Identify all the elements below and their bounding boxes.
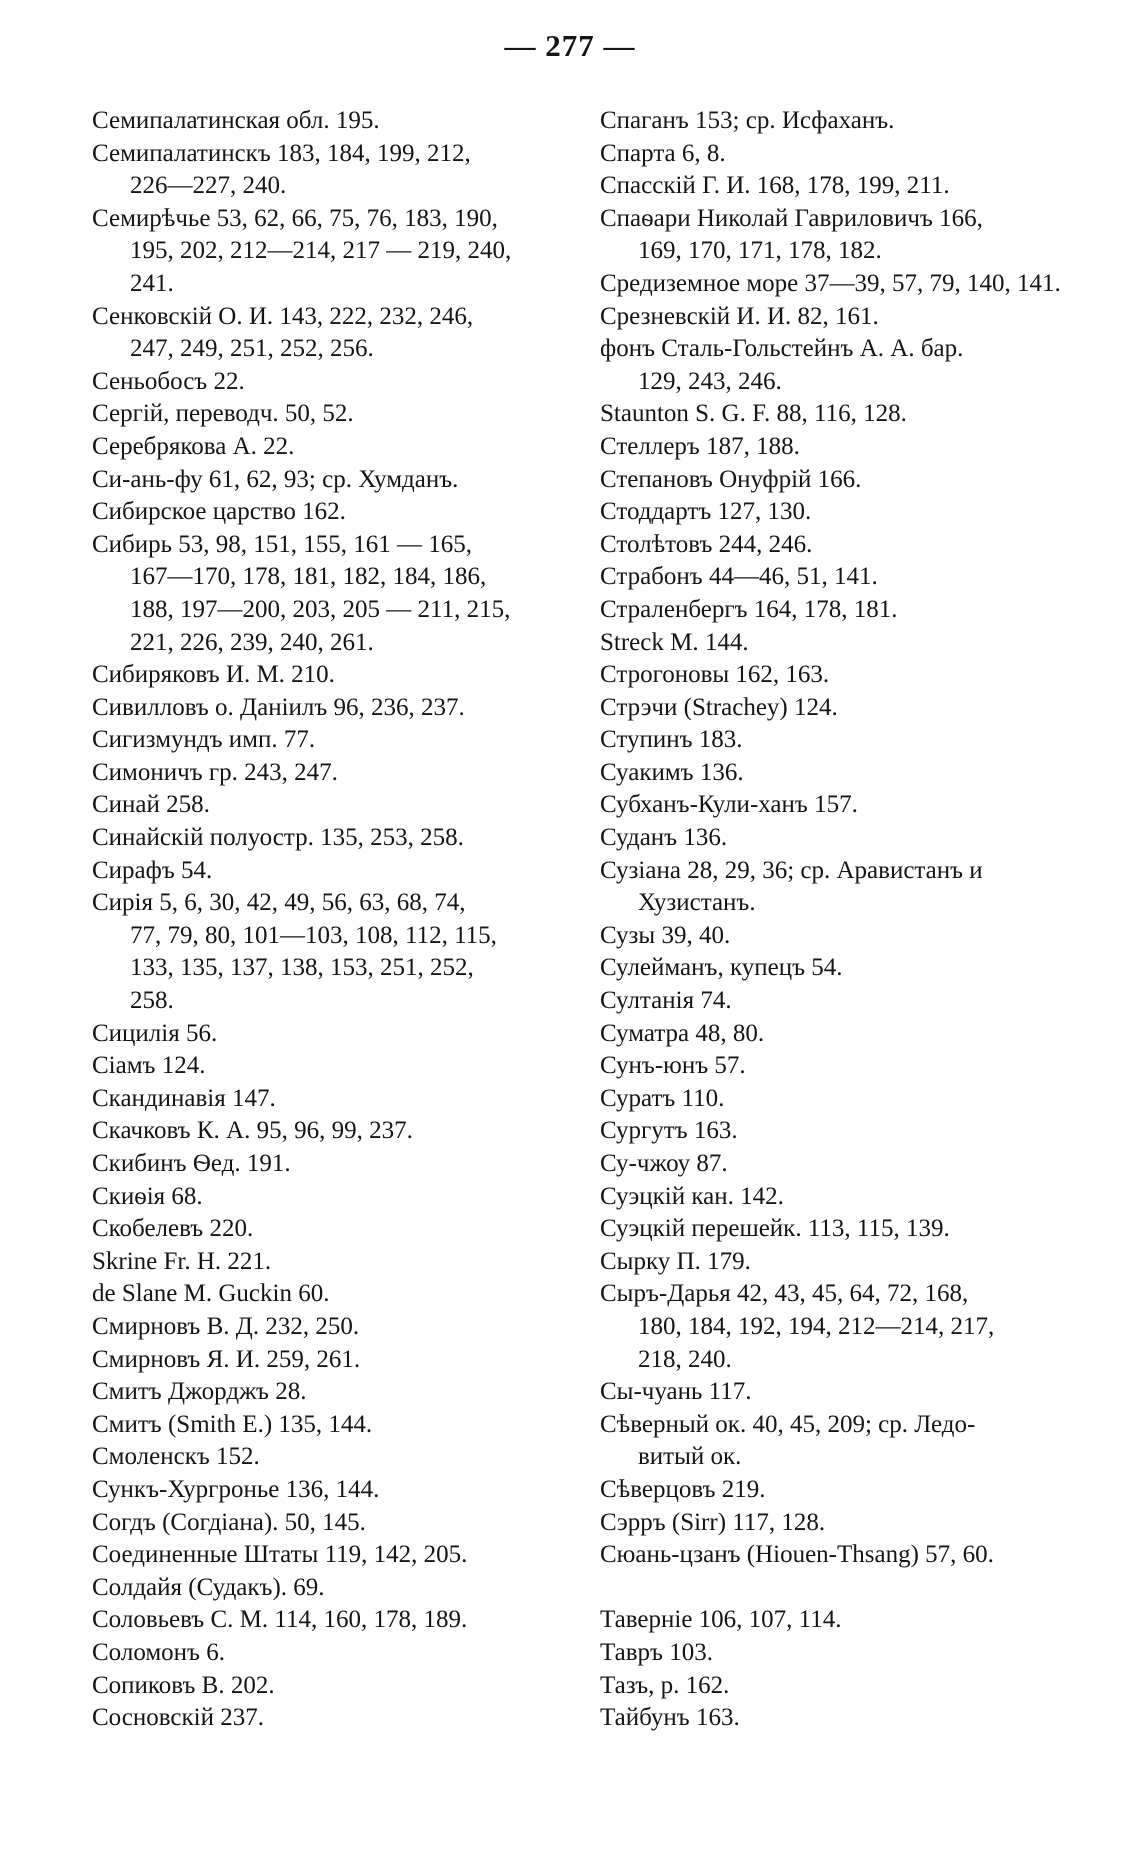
index-entry-line: 77, 79, 80, 101—103, 108, 112, 115,	[130, 921, 497, 949]
index-entry-line: Суэцкій кан. 142.	[600, 1182, 784, 1210]
index-entry-line: Столѣтовъ 244, 246.	[600, 530, 813, 558]
index-entry	[92, 659, 584, 692]
index-entry	[600, 920, 1078, 953]
index-entry-line: Скибинъ Ѳед. 191.	[92, 1150, 291, 1177]
index-entry-line: Спаѳари Николай Гавриловичъ 166,	[600, 204, 983, 232]
index-entry	[92, 105, 584, 138]
index-entry-line: Смирновъ Я. И. 259, 261.	[92, 1345, 361, 1373]
index-entry-line: Страбонъ 44—46, 51, 141.	[600, 563, 878, 591]
index-entry-line: Смитъ (Smith E.) 135, 144.	[92, 1410, 373, 1438]
index-entry	[92, 1702, 584, 1735]
index-entry	[92, 757, 584, 790]
index-entry-line: Си-ань-фу 61, 62, 93; ср. Хумданъ.	[92, 465, 459, 493]
index-entry-line: Хузистанъ.	[638, 889, 756, 917]
index-entry-line: Серебрякова А. 22.	[92, 432, 295, 460]
index-entry	[600, 1083, 1078, 1116]
index-entry-line: de Slane M. Guckin 60.	[92, 1280, 330, 1308]
index-entry-line: 218, 240.	[638, 1345, 732, 1373]
index-entry-line: Сыръ-Дарья 42, 43, 45, 64, 72, 168,	[600, 1280, 969, 1308]
index-entry	[92, 203, 584, 301]
index-column-left	[92, 105, 584, 1735]
index-entry-line: Тайбунъ 163.	[600, 1704, 740, 1732]
index-entry	[600, 1018, 1078, 1051]
index-entry	[600, 398, 1078, 431]
index-entry	[92, 431, 584, 464]
index-entry-line: Сіамъ 124.	[92, 1052, 206, 1080]
index-entry-line: Стеллеръ 187, 188.	[600, 432, 800, 460]
index-entry-line: Семипалатинскъ 183, 184, 199, 212,	[92, 139, 471, 167]
index-entry-line: Соломонъ 6.	[92, 1638, 225, 1666]
index-entry	[600, 724, 1078, 757]
index-entry-line: 258.	[130, 987, 174, 1015]
index-entry	[600, 1670, 1078, 1703]
index-entry	[600, 952, 1078, 985]
index-entry-line: Стрэчи (Strachey) 124.	[600, 693, 838, 721]
index-entry	[92, 1311, 584, 1344]
index-entry-line: Солдайя (Судакъ). 69.	[92, 1573, 325, 1601]
index-entry	[92, 724, 584, 757]
index-entry	[92, 1213, 584, 1246]
index-entry	[92, 692, 584, 725]
index-entry-line: Султанія 74.	[600, 987, 732, 1015]
index-entry	[92, 1474, 584, 1507]
index-entry	[600, 692, 1078, 725]
index-entry-line: Синайскій полуостр. 135, 253, 258.	[92, 824, 464, 852]
index-entry-line: 221, 226, 239, 240, 261.	[130, 628, 374, 656]
index-entry	[92, 1409, 584, 1442]
index-entry-line: Спасскій Г. И. 168, 178, 199, 211.	[600, 172, 950, 200]
index-entry	[600, 1409, 1078, 1474]
index-entry-line: фонъ Сталь-Гольстейнъ А. А. бар.	[600, 335, 964, 363]
index-entry-line: Сузы 39, 40.	[600, 921, 731, 949]
index-entry-line: Скиѳія 68.	[92, 1182, 203, 1210]
index-entry	[600, 268, 1078, 301]
index-entry-line: Суматра 48, 80.	[600, 1019, 765, 1047]
index-entry-line: Сирія 5, 6, 30, 42, 49, 56, 63, 68, 74,	[92, 889, 466, 917]
index-entry	[600, 138, 1078, 171]
index-entry-line: Сэрръ (Sirr) 117, 128.	[600, 1508, 826, 1536]
index-entry-line: Страленбергъ 164, 178, 181.	[600, 595, 898, 623]
index-entry	[600, 855, 1078, 920]
index-entry-line: 241.	[130, 269, 174, 297]
index-entry-line: Сѣверный ок. 40, 45, 209; ср. Ледо-	[600, 1410, 976, 1438]
index-entry-line: Streck M. 144.	[600, 628, 749, 656]
index-entry-line: Ступинъ 183.	[600, 726, 743, 754]
index-entry-line: Сирафъ 54.	[92, 856, 213, 884]
index-entry-line: 188, 197—200, 203, 205 — 211, 215,	[130, 595, 511, 623]
index-entry-line: витый ок.	[638, 1443, 742, 1471]
index-entry-line: Спаганъ 153; ср. Исфаханъ.	[600, 107, 895, 134]
index-entry-line: Суратъ 110.	[600, 1084, 725, 1112]
index-entry-line: Су-чжоу 87.	[600, 1150, 728, 1177]
index-entry	[92, 301, 584, 366]
index-entry	[600, 627, 1078, 660]
index-entry	[92, 1148, 584, 1181]
index-entry-line: Скачковъ К. А. 95, 96, 99, 237.	[92, 1117, 413, 1145]
index-entry-line: Суэцкій перешейк. 113, 115, 139.	[600, 1215, 950, 1243]
index-entry-line: Сы-чуань 117.	[600, 1378, 752, 1406]
index-entry	[92, 1507, 584, 1540]
index-entry	[600, 1246, 1078, 1279]
index-entry-line: Сицилія 56.	[92, 1019, 218, 1047]
index-entry	[600, 985, 1078, 1018]
index-entry-line: Смитъ Джорджъ 28.	[92, 1378, 307, 1406]
index-entry	[92, 138, 584, 203]
index-entry-line: Сюань-цзанъ (Hiouen-Thsang) 57, 60.	[600, 1541, 994, 1569]
index-entry	[600, 1181, 1078, 1214]
index-entry-line: Сеньобосъ 22.	[92, 367, 245, 395]
index-entry-line: Сосновскій 237.	[92, 1704, 264, 1732]
index-entry-line: Тавръ 103.	[600, 1638, 713, 1666]
index-entry	[92, 1115, 584, 1148]
index-entry	[600, 203, 1078, 268]
index-entry	[92, 496, 584, 529]
index-entry	[92, 1670, 584, 1703]
index-entry	[92, 1050, 584, 1083]
index-entry-line: Семирѣчье 53, 62, 66, 75, 76, 183, 190,	[92, 204, 498, 232]
index-entry-line: Синай 258.	[92, 791, 210, 819]
index-entry-line: Согдъ (Согдіана). 50, 145.	[92, 1508, 366, 1536]
index-entry	[92, 1083, 584, 1116]
index-entry-line: Сункъ-Хургронье 136, 144.	[92, 1475, 380, 1503]
index-entry-line: Соловьевъ С. М. 114, 160, 178, 189.	[92, 1606, 468, 1634]
index-entry	[600, 594, 1078, 627]
index-entry	[92, 1441, 584, 1474]
index-entry	[600, 301, 1078, 334]
index-entry	[600, 789, 1078, 822]
index-entry	[600, 822, 1078, 855]
index-entry	[92, 1637, 584, 1670]
index-entry-line: Сигизмундъ имп. 77.	[92, 726, 316, 754]
index-entry-line: Сибирь 53, 98, 151, 155, 161 — 165,	[92, 530, 473, 558]
index-entry	[600, 496, 1078, 529]
index-entry	[600, 170, 1078, 203]
index-entry-line: Сургутъ 163.	[600, 1117, 738, 1145]
index-entry	[92, 398, 584, 431]
index-entry-line: 169, 170, 171, 178, 182.	[638, 237, 882, 265]
index-entry	[600, 561, 1078, 594]
index-entry	[600, 1702, 1078, 1735]
index-entry-line: Семипалатинская обл. 195.	[92, 107, 380, 134]
index-entry-line: Степановъ Онуфрій 166.	[600, 465, 862, 493]
index-entry	[92, 887, 584, 1017]
index-entry	[92, 1376, 584, 1409]
index-entry	[600, 431, 1078, 464]
index-column-right	[600, 105, 1078, 1735]
index-entry-line: Сырку П. 179.	[600, 1247, 751, 1275]
index-entry	[600, 529, 1078, 562]
index-entry-line: Суданъ 136.	[600, 824, 728, 852]
index-entry-line: Суакимъ 136.	[600, 758, 744, 786]
index-entry	[600, 659, 1078, 692]
index-entry	[600, 1507, 1078, 1540]
index-entry-line: Стоддартъ 127, 130.	[600, 498, 812, 526]
index-entry-line: Сѣверцовъ 219.	[600, 1475, 766, 1503]
index-entry-line: Соединенные Штаты 119, 142, 205.	[92, 1541, 468, 1569]
index-entry-line: 133, 135, 137, 138, 153, 251, 252,	[130, 954, 474, 982]
index-entry	[92, 1181, 584, 1214]
index-entry	[92, 855, 584, 888]
index-entry-line: Сибирское царство 162.	[92, 498, 346, 526]
index-entry-line: Сивилловъ о. Даніилъ 96, 236, 237.	[92, 693, 465, 721]
index-entry	[92, 529, 584, 659]
index-entry-line: Субханъ-Кули-ханъ 157.	[600, 791, 858, 819]
index-entry	[92, 822, 584, 855]
index-entry	[92, 1246, 584, 1279]
index-entry-line: Staunton S. G. F. 88, 116, 128.	[600, 400, 907, 428]
index-entry	[600, 1539, 1078, 1572]
index-entry-line: 167—170, 178, 181, 182, 184, 186,	[130, 563, 487, 591]
index-entry-line: Skrine Fr. H. 221.	[92, 1247, 272, 1275]
page-number: — 277 —	[504, 28, 636, 63]
index-entry-line: Сопиковъ В. 202.	[92, 1671, 275, 1699]
index-entry	[600, 1213, 1078, 1246]
index-entry-line: 129, 243, 246.	[638, 367, 782, 395]
index-entry-line: 180, 184, 192, 194, 212—214, 217,	[638, 1312, 995, 1340]
index-entry-line: Симоничъ гр. 243, 247.	[92, 758, 338, 786]
index-entry	[600, 1637, 1078, 1670]
index-entry-line: Сузіана 28, 29, 36; ср. Аравистанъ и	[600, 856, 983, 884]
index-entry	[92, 1018, 584, 1051]
index-entry-line: Сунъ-юнъ 57.	[600, 1052, 746, 1080]
index-entry	[600, 1148, 1078, 1181]
index-entry-line: Срезневскій И. И. 82, 161.	[600, 302, 879, 330]
index-entry-line: Спарта 6, 8.	[600, 139, 726, 167]
index-entry	[92, 1539, 584, 1572]
index-entry-line: Таверніе 106, 107, 114.	[600, 1606, 842, 1634]
index-entry	[600, 757, 1078, 790]
index-entry	[92, 1278, 584, 1311]
index-entry	[600, 333, 1078, 398]
index-entry-line: Смоленскъ 152.	[92, 1443, 260, 1471]
index-entry-line: 247, 249, 251, 252, 256.	[130, 335, 374, 363]
index-entry	[92, 1572, 584, 1605]
index-entry	[600, 464, 1078, 497]
index-entry-line: Тазъ, р. 162.	[600, 1671, 730, 1699]
index-entry	[600, 1278, 1078, 1376]
index-entry	[92, 1344, 584, 1377]
index-entry-line: Скандинавія 147.	[92, 1084, 276, 1112]
index-entry	[92, 464, 584, 497]
index-entry	[600, 1474, 1078, 1507]
index-entry-line: Строгоновы 162, 163.	[600, 661, 830, 689]
index-entry	[600, 1050, 1078, 1083]
index-entry	[92, 789, 584, 822]
index-entry	[600, 1376, 1078, 1409]
index-entry-line: 226—227, 240.	[130, 172, 287, 200]
index-entry-line: 195, 202, 212—214, 217 — 219, 240,	[130, 237, 512, 265]
index-entry	[92, 366, 584, 399]
index-entry-line: Средиземное море 37—39, 57, 79, 140, 141.	[600, 269, 1061, 297]
index-entry-line: Скобелевъ 220.	[92, 1215, 254, 1243]
index-entry	[92, 1604, 584, 1637]
index-entry	[600, 1115, 1078, 1148]
index-entry	[600, 105, 1078, 138]
index-entry-line: Сенковскій О. И. 143, 222, 232, 246,	[92, 302, 474, 330]
index-entry-line: Сулейманъ, купецъ 54.	[600, 954, 843, 982]
index-entry-line: Сергій, переводч. 50, 52.	[92, 400, 354, 428]
index-entry	[600, 1604, 1078, 1637]
index-entry-line: Смирновъ В. Д. 232, 250.	[92, 1312, 360, 1340]
index-entry-line: Сибиряковъ И. М. 210.	[92, 661, 335, 689]
